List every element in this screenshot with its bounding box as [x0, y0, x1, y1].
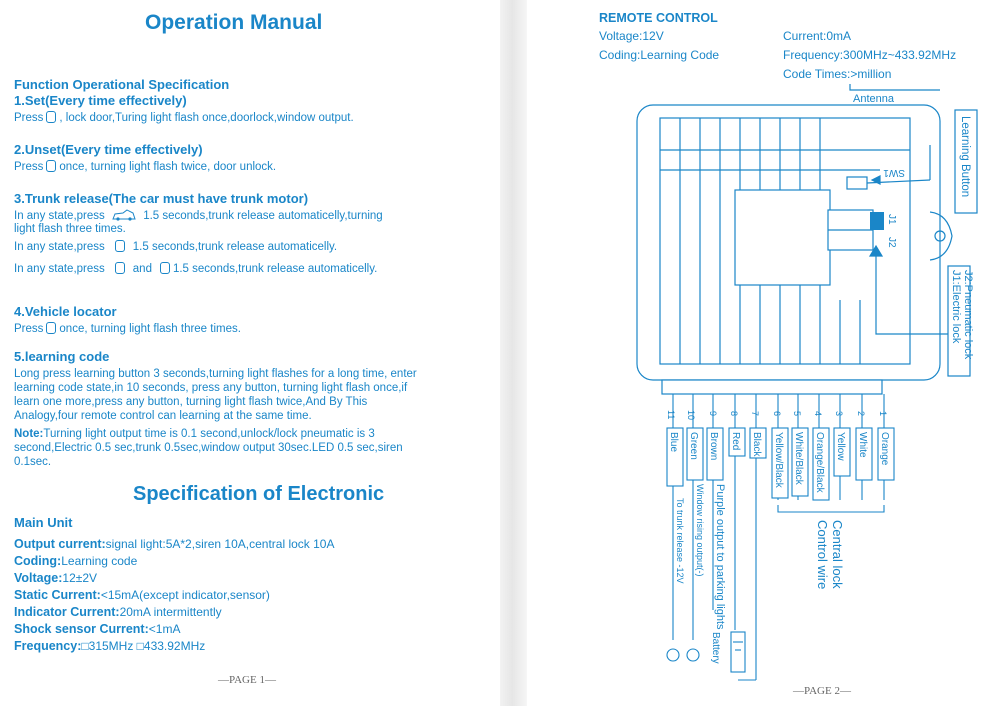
- note-line-2: second,Electric 0.5 sec,trunk 0.5sec,window output 30sec.LED 0.5 sec,siren: [14, 442, 403, 454]
- purple-note: Purple output to parking lights: [714, 484, 726, 630]
- spec-indicator-current: Indicator Current:20mA intermittently: [14, 605, 222, 619]
- antenna-wire: [850, 84, 940, 90]
- battery-icon: [731, 632, 745, 672]
- lamp-right-icon: [687, 649, 699, 661]
- lamp-left-icon: [667, 649, 679, 661]
- learning-line-1: Long press learning button 3 seconds,turning light flashes for a long time, enter: [14, 368, 417, 380]
- central-lock-label-1: Central lock: [830, 520, 845, 589]
- section-text-locator: Press once, turning light flash three times.: [14, 323, 241, 335]
- section-text-trunk-2: light flash three times.: [14, 223, 126, 235]
- pin-num-2: 2: [856, 411, 866, 417]
- remote-code-times: Code Times:>million: [783, 67, 892, 81]
- remote-voltage: Voltage:12V: [599, 29, 664, 43]
- pin-num-11: 11: [666, 410, 676, 420]
- spec-voltage: Voltage:12±2V: [14, 571, 98, 585]
- battery-label: Battery: [710, 632, 721, 664]
- wire-black: Black: [751, 432, 762, 457]
- wire-red: Red: [730, 432, 741, 451]
- section-text-unset: Press once, turning light flash twice, door unlock.: [14, 161, 277, 173]
- wire-orange-black: Orange/Black: [814, 432, 825, 493]
- connector-housing: [662, 380, 882, 394]
- pin-num-7: 7: [750, 411, 760, 417]
- central-lock-bracket: [778, 505, 884, 512]
- learning-line-3: learn one more,press any button, turning light flash twice,And By This: [14, 396, 368, 408]
- page-number-2: —PAGE 2—: [793, 685, 851, 697]
- pin-num-9: 9: [708, 411, 718, 417]
- remote-current: Current:0mA: [783, 29, 852, 43]
- pin-num-3: 3: [834, 411, 844, 417]
- section-text-trunk-3: In any state,press 1.5 seconds,trunk release automaticelly.: [14, 241, 338, 253]
- page-title: Operation Manual: [145, 11, 323, 34]
- section-text-trunk-1: In any state,press 1.5 seconds,trunk release automaticelly,turning: [14, 210, 383, 222]
- sw1-label: SW1: [883, 167, 905, 178]
- window-note: Window rising output(-): [695, 484, 705, 577]
- section-heading-trunk: 3.Trunk release(The car must have trunk motor): [14, 191, 309, 206]
- main-unit-heading: Main Unit: [14, 515, 73, 530]
- spec-coding: Coding:Learning code: [14, 554, 138, 568]
- section-heading-locator: 4.Vehicle locator: [14, 304, 117, 319]
- jumper-legend-2: J2:Pneumatic lock: [962, 270, 974, 360]
- chip: [735, 190, 830, 285]
- j2-label: J2: [886, 237, 897, 248]
- pin-num-6: 6: [772, 411, 782, 417]
- wire-white-black: White/Black: [793, 432, 804, 485]
- learning-button-label: Learning Button: [959, 116, 971, 198]
- pin-num-5: 5: [792, 411, 802, 417]
- central-lock-label-2: Control wire: [815, 520, 830, 590]
- section-heading-set: 1.Set(Every time effectively): [14, 93, 187, 108]
- wire-yellow-black: Yellow/Black: [773, 432, 784, 488]
- wire-yellow: Yellow: [835, 432, 846, 461]
- learning-line-4: Analogy,four remote control can learning at the same time.: [14, 410, 312, 422]
- spec-static-current: Static Current:<15mA(except indicator,sensor): [14, 588, 270, 602]
- spec-shock-current: Shock sensor Current:<1mA: [14, 622, 181, 636]
- spec-title: Specification of Electronic: [133, 483, 385, 505]
- learning-line-2: learning code state,in 10 seconds, press any button, turning light flash once,if: [14, 382, 408, 394]
- page-number: —PAGE 1—: [218, 674, 276, 686]
- jumper-legend-1: J1:Electric lock: [950, 270, 962, 344]
- section-heading-learning: 5.learning code: [14, 349, 110, 364]
- sw1-switch: [847, 177, 867, 189]
- mounting-tab: [930, 212, 952, 260]
- pin-num-8: 8: [729, 411, 739, 417]
- function-heading: Function Operational Specification: [14, 77, 230, 92]
- pin-num-1: 1: [878, 411, 888, 417]
- spec-frequency: Frequency:□315MHz □433.92MHz: [14, 639, 206, 653]
- pin-num-10: 10: [686, 410, 696, 421]
- wire-white: White: [857, 432, 868, 458]
- remote-frequency: Frequency:300MHz~433.92MHz: [783, 48, 957, 62]
- note-line-1: Note:Turning light output time is 0.1 second,unlock/lock pneumatic is 3: [14, 428, 375, 440]
- section-text-trunk-4: In any state,press and 1.5 seconds,trunk release automaticelly.: [14, 263, 378, 275]
- wire-brown: Brown: [708, 432, 719, 461]
- wire-green: Green: [688, 432, 699, 460]
- remote-title: REMOTE CONTROL: [599, 11, 718, 25]
- antenna-label: Antenna: [853, 93, 894, 105]
- pin-num-4: 4: [813, 411, 823, 417]
- section-heading-unset: 2.Unset(Every time effectively): [14, 142, 203, 157]
- remote-coding: Coding:Learning Code: [599, 48, 720, 62]
- j1-label: J1: [886, 214, 897, 225]
- wire-blue: Blue: [668, 432, 679, 453]
- note-line-3: 0.1sec.: [14, 456, 52, 468]
- section-text-set: Press , lock door,Turing light flash once,doorlock,window output.: [14, 112, 354, 124]
- trunk-note: To trunk release -12V: [675, 498, 685, 584]
- spec-output-current: Output current:signal light:5A*2,siren 10A,central lock 10A: [14, 537, 335, 551]
- wire-orange: Orange: [879, 432, 890, 466]
